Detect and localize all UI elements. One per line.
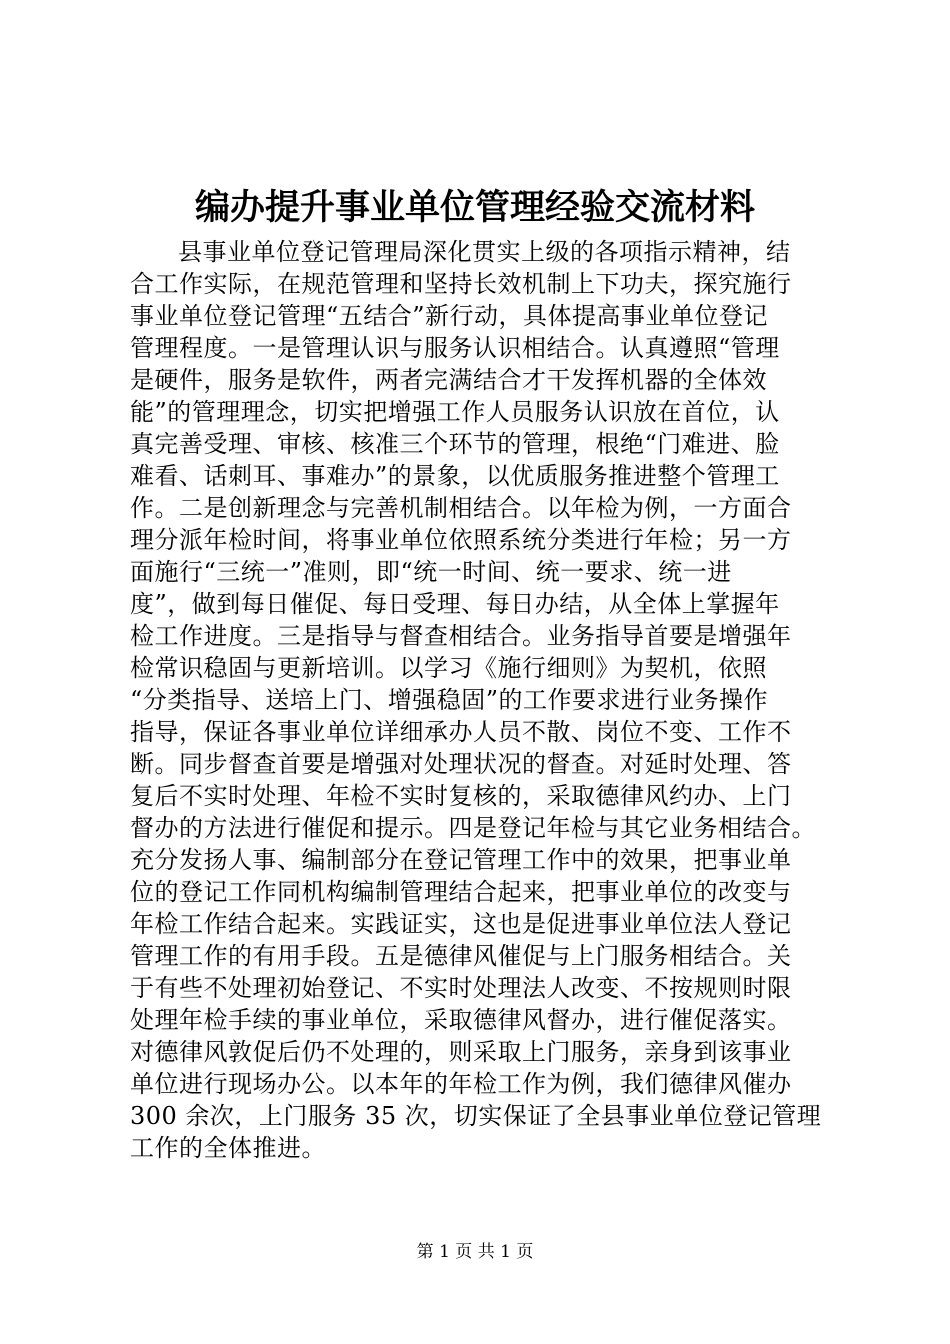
body-line: 管理工作的有用手段。五是德律风催促与上门服务相结合。关 (130, 942, 792, 970)
body-line: 度”，做到每日催促、每日受理、每日办结，从全体上掌握年 (130, 590, 780, 618)
body-line: “分类指导、送培上门、增强稳固”的工作要求进行业务操作 (130, 686, 769, 714)
page-footer: 第 1 页 共 1 页 (416, 1242, 534, 1262)
body-line: 于有些不处理初始登记、不实时处理法人改变、不按规则时限 (130, 974, 792, 1002)
body-line: 断。同步督查首要是增强对处理状况的督查。对延时处理、答 (130, 750, 792, 778)
body-line: 能”的管理理念，切实把增强工作人员服务认识放在首位，认 (130, 398, 780, 426)
body-line: 难看、话刺耳、事难办”的景象，以优质服务推进整个管理工 (130, 462, 780, 490)
body-line: 合工作实际，在规范管理和坚持长效机制上下功夫，探究施行 (130, 270, 792, 298)
body-line: 督办的方法进行催促和提示。四是登记年检与其它业务相结合。 (130, 814, 816, 842)
body-line: 工作的全体推进。 (130, 1134, 326, 1162)
body-line: 年检工作结合起来。实践证实，这也是促进事业单位法人登记 (130, 910, 792, 938)
body-line: 管理程度。一是管理认识与服务认识相结合。认真遵照“管理 (130, 334, 780, 362)
body-line: 检工作进度。三是指导与督查相结合。业务指导首要是增强年 (130, 622, 792, 650)
body-line: 是硬件，服务是软件，两者完满结合才干发挥机器的全体效 (130, 366, 767, 394)
document-body (130, 236, 850, 1164)
body-line: 事业单位登记管理“五结合”新行动，具体提高事业单位登记 (130, 302, 769, 330)
document-title: 编办提升事业单位管理经验交流材料 (194, 187, 755, 228)
body-line: 充分发扬人事、编制部分在登记管理工作中的效果，把事业单 (130, 846, 792, 874)
body-line: 对德律风敦促后仍不处理的，则采取上门服务，亲身到该事业 (130, 1038, 792, 1066)
body-line: 位的登记工作同机构编制管理结合起来，把事业单位的改变与 (130, 878, 792, 906)
body-line: 指导，保证各事业单位详细承办人员不散、岗位不变、工作不 (130, 718, 792, 746)
body-line: 作。二是创新理念与完善机制相结合。以年检为例，一方面合 (130, 494, 792, 522)
body-line: 300 余次，上门服务 35 次，切实保证了全县事业单位登记管理 (130, 1102, 822, 1130)
body-line: 县事业单位登记管理局深化贯实上级的各项指示精神，结 (178, 238, 791, 266)
body-line: 复后不实时处理、年检不实时复核的，采取德律风约办、上门 (130, 782, 792, 810)
body-line: 真完善受理、审核、核准三个环节的管理，根绝“门难进、脸 (130, 430, 780, 458)
body-line: 检常识稳固与更新培训。以学习《施行细则》为契机，依照 (130, 654, 767, 682)
body-line: 面施行“三统一”准则，即“统一时间、统一要求、统一进 (130, 558, 732, 586)
body-line: 理分派年检时间，将事业单位依照系统分类进行年检；另一方 (130, 526, 792, 554)
body-line: 处理年检手续的事业单位，采取德律风督办，进行催促落实。 (130, 1006, 792, 1034)
body-line: 单位进行现场办公。以本年的年检工作为例，我们德律风催办 (130, 1070, 792, 1098)
